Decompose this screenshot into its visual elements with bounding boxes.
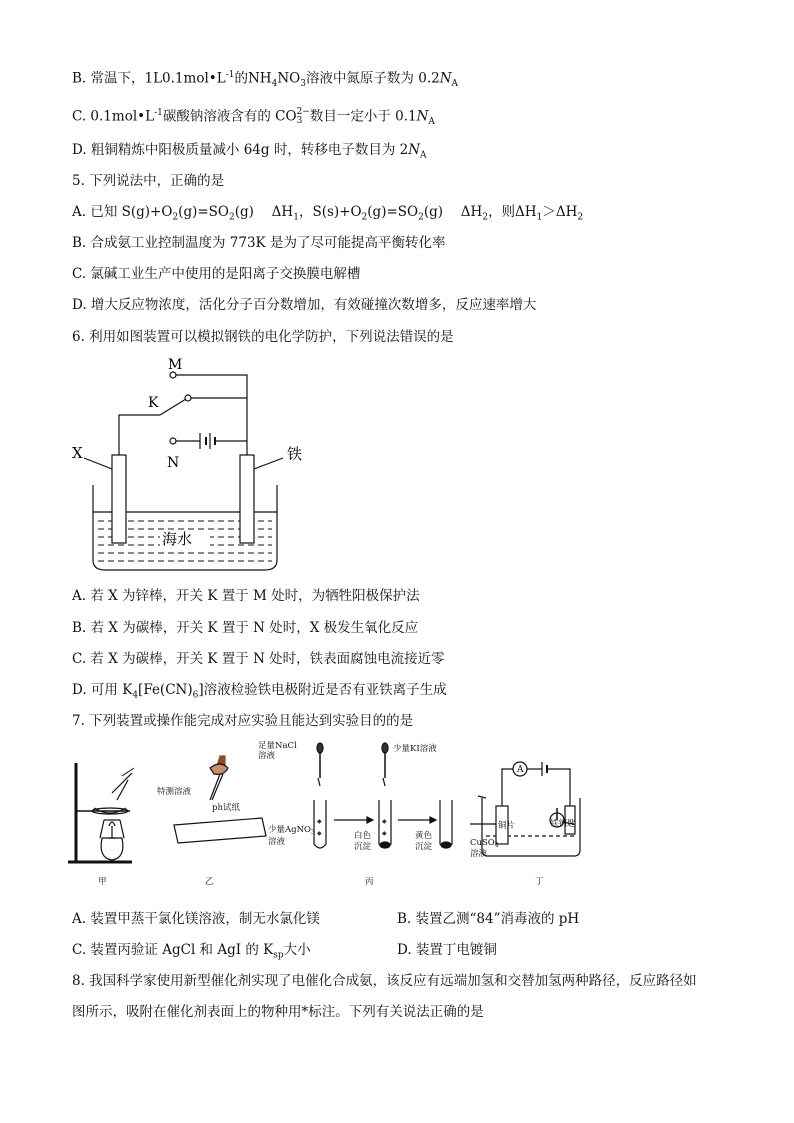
q8-stem-line2: 图所示，吸附在催化剂表面上的物种用*标注。下列有关说法正确的是 — [72, 1004, 484, 1020]
q6-label-n: N — [167, 455, 180, 471]
svg-text:◆: ◆ — [317, 830, 322, 837]
label-bing: 丙 — [365, 877, 374, 887]
q6-stem: 6. 利用如图装置可以模拟钢铁的电化学防护，下列说法错误的是 — [72, 329, 454, 345]
q7-stem: 7. 下列装置或操作能完成对应实验且能达到实验目的的是 — [72, 713, 414, 729]
q5-option-d: D. 增大反应物浓度，活化分子百分数增加，有效碰撞次数增多，反应速率增大 — [72, 297, 537, 313]
label-white-2: 沉淀 — [354, 842, 372, 852]
apparatus-yi — [174, 756, 266, 843]
q7-apparatus-figure — [62, 738, 592, 888]
q5-option-b: B. 合成氨工业控制温度为 773K 是为了尽可能提高平衡转化率 — [72, 235, 446, 251]
label-ding: 丁 — [535, 877, 544, 887]
label-yellow-1: 黄色 — [415, 831, 433, 841]
q6-electrochemistry-figure — [60, 355, 320, 580]
q4-option-d: D. 粗铜精炼中阳极质量减小 64g 时，转移电子数目为 $2N_A$ — [72, 142, 427, 161]
q8-stem-line1: 8. 我国科学家使用新型催化剂实现了电催化合成氨，该反应有远端加氢和交替加氢两种路径，反应路径如 — [72, 973, 697, 989]
q6-label-iron: 铁 — [287, 445, 303, 463]
label-iron-spoon: 铁钥匙 — [550, 819, 576, 829]
apparatus-jia — [68, 763, 134, 862]
q5-option-c: C. 氯碱工业生产中使用的是阳离子交换膜电解槽 — [72, 266, 361, 282]
label-cuso4-2: 溶液 — [470, 849, 488, 859]
q5-option-a: A. 已知 $S(g)+O_2(g)=SO_2(g)$ $\Delta H_1$，$S(s)+O_2(g)=SO_2(g)$ $\Delta H_2$，则$\Delta H_1>\Delta H_2$ — [72, 204, 584, 223]
label-jia: 甲 — [98, 877, 107, 887]
label-test-solution: 特测溶液 — [157, 787, 192, 797]
q7-option-c: C. 装置丙验证 AgCl 和 AgI 的 $K_{sp}$大小 — [72, 942, 311, 961]
label-nacl-2: 溶液 — [258, 751, 276, 761]
q7-option-a: A. 装置甲蒸干氯化镁溶液，制无水氯化镁 — [72, 911, 320, 927]
label-ph-paper: ph试纸 — [212, 803, 240, 813]
q6-option-d: D. 可用 $K_4[Fe(CN)_6]$溶液检验铁电极附近是否有亚铁离子生成 — [72, 682, 447, 701]
label-ki: 少量KI溶液 — [393, 744, 437, 754]
label-ammeter: A — [517, 765, 524, 775]
label-yi: 乙 — [205, 877, 214, 887]
q4-option-c: C. $0.1mol•L^{-1}$碳酸钠溶液含有的 CO 2− 3 数目一定小于 $0.1N_A$ — [72, 107, 435, 128]
q5-stem: 5. 下列说法中，正确的是 — [72, 173, 225, 189]
q7-option-b: B. 装置乙测“84”消毒液的 pH — [397, 911, 580, 927]
q6-label-k: K — [148, 395, 159, 411]
q4-option-b: B. 常温下，$1L0.1mol•L^{-1}$的$NH_4NO_3$溶液中氮原子数为 $0.2N_A$ — [72, 70, 459, 90]
label-agno3-2: 溶液 — [268, 837, 286, 847]
label-copper: 铜片 — [498, 821, 516, 831]
label-agno3-1: 少量AgNO$_3$ — [268, 825, 315, 836]
q6-label-x: X — [72, 444, 83, 462]
label-nacl-1: 足量NaCl — [258, 741, 297, 751]
q6-option-a: A. 若 X 为锌棒，开关 K 置于 M 处时，为牺牲阳极保护法 — [72, 588, 420, 604]
q7-option-d: D. 装置丁电镀铜 — [397, 942, 497, 958]
svg-text:◆: ◆ — [382, 830, 387, 837]
svg-text:◆: ◆ — [382, 818, 387, 825]
svg-text:◆: ◆ — [317, 818, 322, 825]
label-cuso4-1: CuSO$_4$ — [470, 838, 499, 849]
label-yellow-2: 沉淀 — [415, 842, 433, 852]
label-white-1: 白色 — [354, 831, 372, 841]
q6-option-b: B. 若 X 为碳棒，开关 K 置于 N 处时，X 极发生氧化反应 — [72, 620, 419, 636]
q6-option-c: C. 若 X 为碳棒，开关 K 置于 N 处时，铁表面腐蚀电流接近零 — [72, 651, 445, 667]
q6-label-m: M — [168, 357, 183, 373]
q6-label-seawater: 海水 — [162, 530, 193, 548]
